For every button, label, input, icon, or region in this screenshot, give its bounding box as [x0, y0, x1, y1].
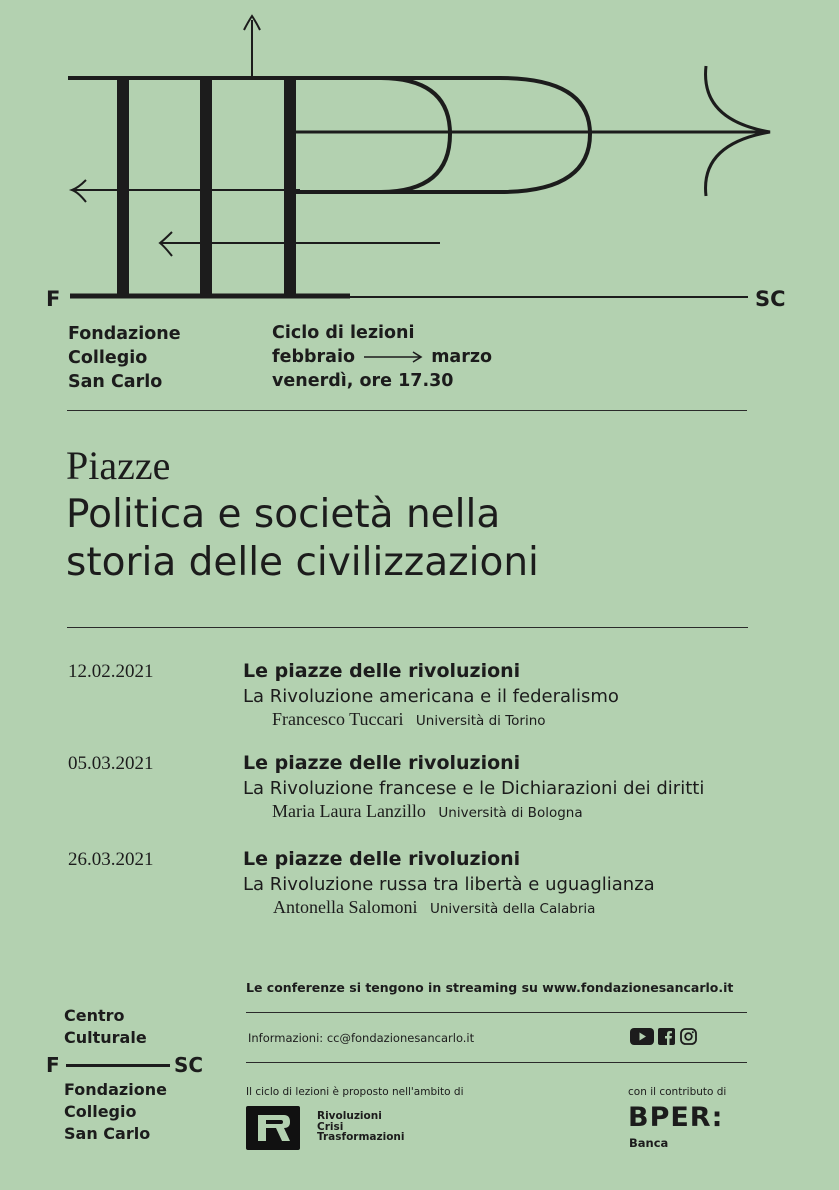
speaker-university: Università di Torino [415, 713, 546, 729]
org-line: San Carlo [68, 372, 163, 392]
lecture-title: Le piazze delle rivoluzioni [243, 848, 521, 870]
monogram-graphic [0, 0, 839, 300]
fondazione-line: Collegio [64, 1102, 137, 1121]
lecture-speaker-row [273, 897, 595, 918]
sponsor-sub: Banca [629, 1136, 669, 1150]
rct-label [317, 1111, 405, 1143]
divider [246, 1012, 747, 1013]
period-to: marzo [431, 347, 493, 367]
centro-culturale-label [64, 1005, 147, 1049]
lecture-subtitle: La Rivoluzione francese e le Dichiarazioni dei diritti [243, 778, 705, 799]
centro-line: Culturale [64, 1028, 147, 1047]
social-icons [630, 1028, 697, 1050]
lecture-speaker-row [272, 709, 546, 730]
centro-line: Centro [64, 1006, 125, 1025]
arrow-right-icon [362, 351, 424, 363]
rct-line: Rivoluzioni [317, 1110, 382, 1122]
lecture-title: Le piazze delle rivoluzioni [243, 660, 521, 682]
cycle-period [272, 345, 492, 369]
lecture-title: Le piazze delle rivoluzioni [243, 752, 521, 774]
subtitle-line: storia delle civilizzazioni [66, 540, 539, 585]
brand-sc-letter: SC [755, 287, 786, 311]
instagram-icon[interactable] [680, 1028, 697, 1045]
fondazione-label [64, 1079, 167, 1145]
speaker-university: Università della Calabria [429, 901, 596, 917]
fondazione-line: Fondazione [64, 1080, 167, 1099]
footer-brand-rule [66, 1064, 170, 1067]
rct-logo-icon [246, 1106, 300, 1150]
schedule: venerdì, ore 17.30 [272, 371, 454, 391]
cycle-label: Ciclo di lezioni [272, 323, 415, 343]
divider [246, 1062, 747, 1063]
footer-f-letter: F [46, 1053, 60, 1077]
info-email: Informazioni: cc@fondazionesancarlo.it [248, 1031, 475, 1045]
lecture-date: 26.03.2021 [68, 849, 154, 870]
period-from: febbraio [272, 347, 355, 367]
header-org [68, 322, 181, 394]
lecture-subtitle: La Rivoluzione russa tra libertà e uguaglianza [243, 874, 655, 895]
footer-sc-letter: SC [174, 1053, 204, 1077]
speaker-name: Maria Laura Lanzillo [272, 801, 426, 821]
org-line: Collegio [68, 348, 148, 368]
lecture-date: 12.02.2021 [68, 661, 154, 682]
lecture-date: 05.03.2021 [68, 753, 154, 774]
page-title: Piazze [66, 443, 171, 488]
rct-line: Crisi [317, 1120, 344, 1133]
youtube-icon[interactable] [630, 1028, 654, 1045]
facebook-icon[interactable] [658, 1028, 675, 1045]
rct-line: Trasformazioni [317, 1131, 405, 1143]
subtitle-line: Politica e società nella [66, 492, 501, 537]
lecture-subtitle: La Rivoluzione americana e il federalismo [243, 686, 619, 707]
header-cycle [272, 321, 492, 393]
speaker-name: Francesco Tuccari [272, 709, 404, 729]
divider [67, 627, 748, 628]
streaming-note: Le conferenze si tengono in streaming su www.fondazionesancarlo.it [246, 980, 734, 995]
org-line: Fondazione [68, 324, 181, 344]
lecture-speaker-row [272, 801, 583, 822]
divider [67, 410, 747, 411]
contribution-label: con il contributo di [628, 1086, 727, 1098]
speaker-university: Università di Bologna [438, 805, 583, 821]
sponsor-name: BPER: [628, 1102, 724, 1133]
brand-f-letter: F [46, 287, 61, 311]
proposed-by-label: Il ciclo di lezioni è proposto nell'ambito di [246, 1086, 464, 1098]
speaker-name: Antonella Salomoni [273, 897, 418, 917]
fondazione-line: San Carlo [64, 1124, 151, 1143]
